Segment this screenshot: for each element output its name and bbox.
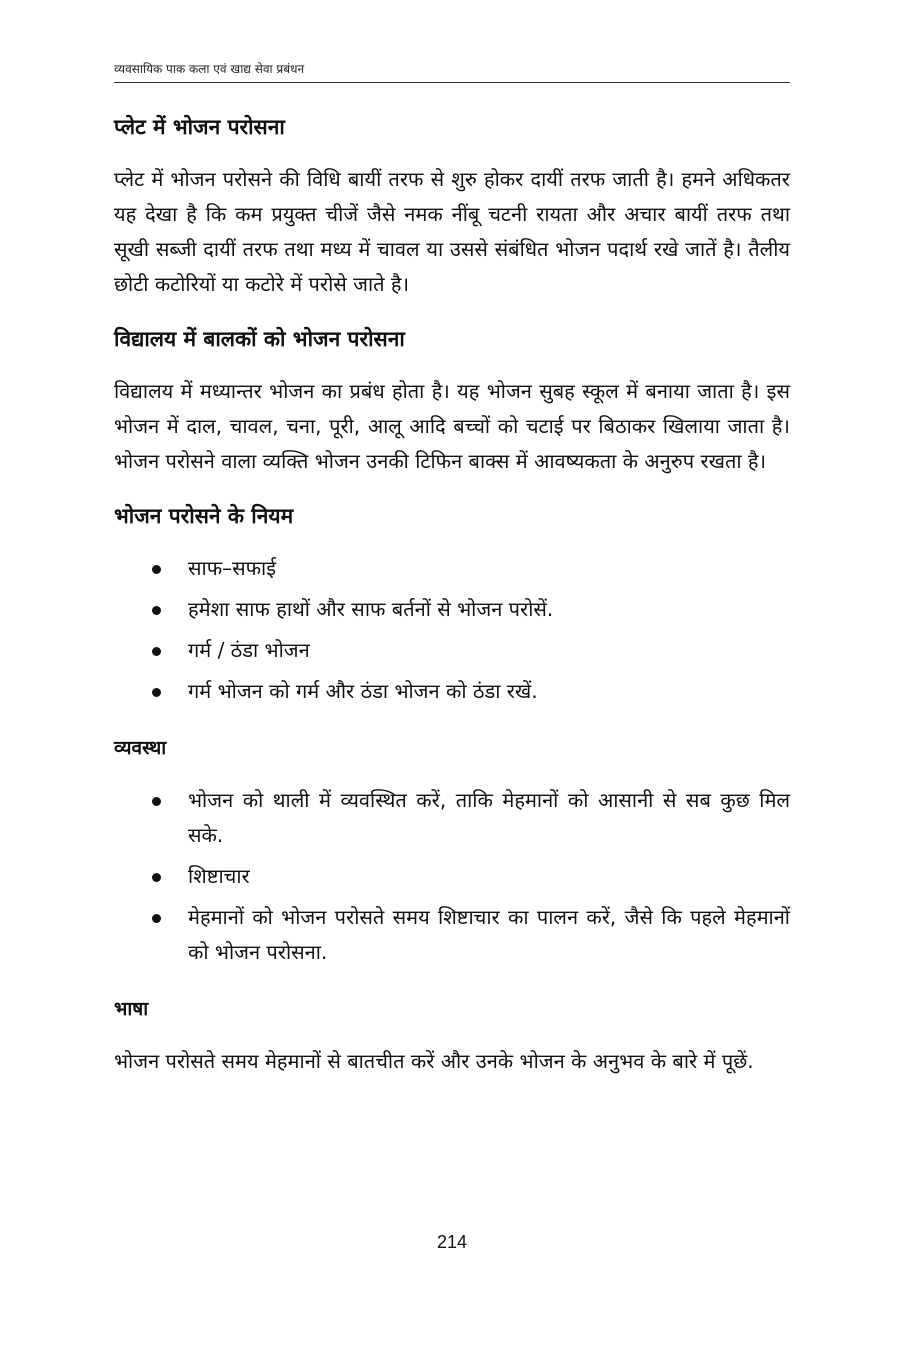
list-item-text: गर्म / ठंडा भोजन bbox=[188, 638, 310, 662]
list-item bbox=[114, 551, 790, 586]
serving-rules-list bbox=[114, 551, 790, 709]
list-item bbox=[114, 859, 790, 894]
list-item bbox=[114, 674, 790, 709]
bullet-icon bbox=[152, 647, 161, 656]
section-heading-arrangement: व्यवस्था bbox=[114, 737, 167, 759]
section-heading-plate-serving: प्लेट में भोजन परोसना bbox=[114, 115, 285, 139]
bullet-icon bbox=[152, 688, 161, 697]
section-heading-serving-rules: भोजन परोसने के नियम bbox=[114, 504, 294, 528]
bullet-icon bbox=[152, 797, 161, 806]
section-paragraph-school-serving: विद्यालय में मध्यान्तर भोजन का प्रबंध होता है। यह भोजन सुबह स्कूल में बनाया जाता है। इस भोजन में दाल, चावल, चना, पूरी, आलू आदि बच्चों को चटाई पर बिठाकर खिलाया जाता है। भोजन परोसने वाला व्यक्ति भोजन उनकी टिफिन बाक्स में आवष्यकता के अनुरुप रखता है। bbox=[114, 379, 790, 473]
list-item bbox=[114, 783, 790, 853]
bullet-icon bbox=[152, 873, 161, 882]
section-paragraph-plate-serving: प्लेट में भोजन परोसने की विधि बायीं तरफ से शुरु होकर दायीं तरफ जाती है। हमने अधिकतर यह देखा है कि कम प्रयुक्त चीजें जैसे नमक नींबू चटनी रायता और अचार बायीं तरफ तथा सूखी सब्जी दायीं तरफ तथा मध्य में चावल या उससे संबंधित भोजन पदार्थ रखे जातें है। तैलीय छोटी कटोरियों या कटोरे में परोसे जाते है। bbox=[114, 167, 790, 296]
list-item-text: गर्म भोजन को गर्म और ठंडा भोजन को ठंडा रखें. bbox=[188, 679, 538, 703]
bullet-icon bbox=[152, 565, 161, 574]
list-item bbox=[114, 900, 790, 970]
header-divider bbox=[114, 82, 790, 83]
list-item bbox=[114, 633, 790, 668]
section-heading-language: भाषा bbox=[114, 998, 149, 1020]
list-item-text: साफ–सफाई bbox=[188, 556, 277, 580]
bullet-icon bbox=[152, 914, 161, 923]
bullet-icon bbox=[152, 606, 161, 615]
list-item-text: शिष्टाचार bbox=[188, 864, 250, 888]
section-heading-school-serving: विद्यालय में बालकों को भोजन परोसना bbox=[114, 327, 405, 351]
running-header: व्यवसायिक पाक कला एवं खाद्य सेवा प्रबंधन bbox=[114, 62, 305, 76]
list-item-text: भोजन को थाली में व्यवस्थित करें, ताकि मेहमानों को आसानी से सब कुछ मिल सके. bbox=[188, 788, 790, 847]
page-content bbox=[114, 110, 790, 1099]
list-item bbox=[114, 592, 790, 627]
arrangement-list bbox=[114, 783, 790, 970]
list-item-text: मेहमानों को भोजन परोसते समय शिष्टाचार का पालन करें, जैसे कि पहले मेहमानों को भोजन परोसना. bbox=[188, 905, 790, 964]
section-paragraph-language: भोजन परोसते समय मेहमानों से बातचीत करें और उनके भोजन के अनुभव के बारे में पूछें. bbox=[114, 1049, 754, 1073]
page-number: 214 bbox=[436, 1232, 468, 1252]
list-item-text: हमेशा साफ हाथों और साफ बर्तनों से भोजन परोसें. bbox=[188, 597, 554, 621]
document-page bbox=[114, 0, 790, 1350]
